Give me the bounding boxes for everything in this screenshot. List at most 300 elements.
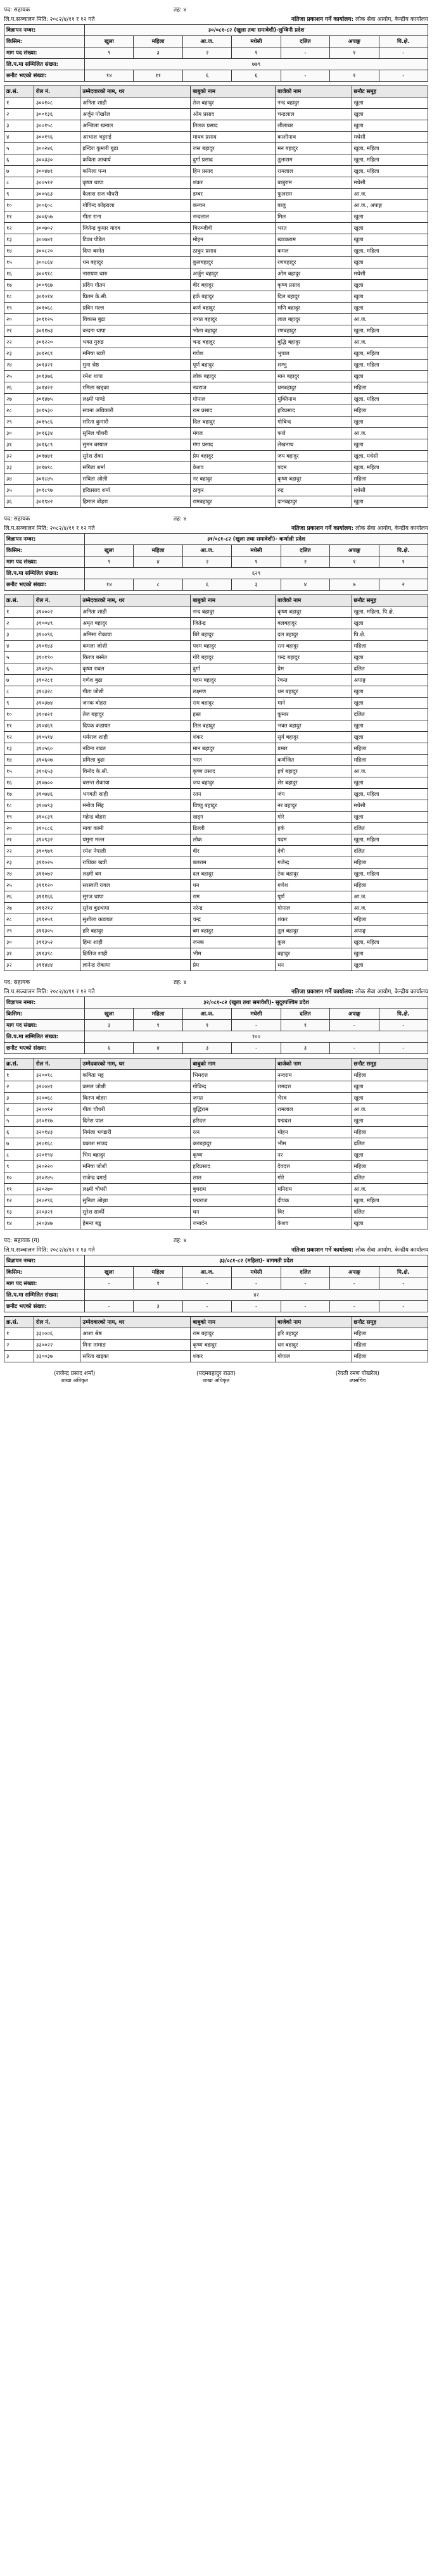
participant-label: लि.प.मा सम्मिलित संख्या: xyxy=(4,1290,85,1301)
table-cell: मुना श्रेष्ठ xyxy=(80,360,191,371)
table-cell: पद्मदत्त xyxy=(276,1115,352,1127)
table-cell: ७ xyxy=(4,675,34,686)
table-cell: महिला xyxy=(352,857,428,869)
table-cell: महेन्द्र बोहरा xyxy=(80,812,191,823)
category-cell: आ.ज. xyxy=(182,545,231,556)
table-cell: आ.ज. xyxy=(352,337,428,348)
table-cell: खुला xyxy=(352,1081,428,1093)
table-row xyxy=(4,268,428,280)
table-cell: १७ xyxy=(4,789,34,800)
table-cell: १ xyxy=(4,606,34,618)
table-cell: ११ xyxy=(4,720,34,732)
table-cell: रामलाल xyxy=(276,1104,352,1115)
table-cell: ३१०५६० xyxy=(34,743,80,755)
table-cell: बन्दना थापा xyxy=(80,325,191,337)
demand-row xyxy=(4,1020,428,1031)
table-cell: ६ xyxy=(4,663,34,675)
table-cell: डिल्ली xyxy=(191,823,276,834)
signatory-role: उपसचिव xyxy=(349,1378,366,1383)
table-cell: भिमदत्त xyxy=(191,1070,276,1081)
table-row xyxy=(4,629,428,641)
category-cell: पि.क्षे. xyxy=(379,545,428,556)
table-cell: गंगा प्रसाद xyxy=(191,439,276,451)
table-cell: ३०१३७६ xyxy=(34,371,80,382)
table-header-row xyxy=(4,595,428,606)
table-cell: ३२०११७ xyxy=(34,1115,80,1127)
table-cell: कृष्ण बहादुर xyxy=(276,606,352,618)
table-cell: खुला xyxy=(352,948,428,960)
table-cell: किरण बस्नेत xyxy=(80,652,191,663)
table-cell: ३००५६३ xyxy=(34,189,80,200)
table-cell: इन्दिरा कुमारी बुढा xyxy=(80,143,191,154)
table-cell: जगत बहादुर xyxy=(191,314,276,325)
table-cell: खुला xyxy=(352,1093,428,1104)
category-label: किसिम: xyxy=(4,1267,85,1278)
table-cell: नर बहादुर xyxy=(276,800,352,812)
table-cell: रमिला खड्का xyxy=(80,382,191,394)
demand-cell: १ xyxy=(330,47,379,59)
demand-label: माग पद संख्या: xyxy=(4,1278,85,1290)
table-cell: हर्ष बहादुर xyxy=(276,766,352,777)
table-row xyxy=(4,1093,428,1104)
table-cell: गीता राना xyxy=(80,211,191,223)
table-row xyxy=(4,709,428,720)
table-cell: अपाङ्ग xyxy=(352,675,428,686)
table-cell: ३२०२७० xyxy=(34,1184,80,1195)
selected-cell: ४ xyxy=(281,579,329,591)
table-row xyxy=(4,223,428,234)
table-cell: सुनिता ओझा xyxy=(80,1195,191,1207)
table-cell: केशव xyxy=(191,462,276,474)
post-label: पद: सहायक (ग) xyxy=(4,1238,40,1244)
table-cell: मधेसी xyxy=(352,177,428,189)
level-label: तह: ४ xyxy=(174,979,187,986)
table-cell: दलित xyxy=(352,1138,428,1150)
table-cell: खुला, महिला xyxy=(352,462,428,474)
table-cell: ३२०२९६ xyxy=(34,1195,80,1207)
table-cell: नन्दराम xyxy=(276,1070,352,1081)
post-label: पद: सहायक xyxy=(4,7,30,13)
table-cell: प्रकाश साउद xyxy=(80,1138,191,1150)
table-cell: २१ xyxy=(4,325,34,337)
table-cell: मुक्तिनाथ xyxy=(276,394,352,405)
demand-cell: १ xyxy=(134,1278,182,1290)
selected-cell: ११ xyxy=(134,70,182,82)
table-cell: ११ xyxy=(4,211,34,223)
table-cell: खुला xyxy=(352,417,428,428)
category-cell: महिला xyxy=(134,36,182,47)
table-cell: दीपक xyxy=(276,1195,352,1207)
table-row xyxy=(4,211,428,223)
table-cell: ३२ xyxy=(4,960,34,971)
table-cell: २ xyxy=(4,109,34,120)
exam-date: लि.प.सञ्चालन मिति: २०८२/४/११ र १२ गते xyxy=(4,989,95,995)
table-cell: जितेन्द्र xyxy=(191,618,276,629)
table-cell: भैरव xyxy=(276,1093,352,1104)
vacancy-info-table xyxy=(4,1255,428,1312)
table-row xyxy=(4,189,428,200)
table-cell: १० xyxy=(4,709,34,720)
table-row xyxy=(4,789,428,800)
table-cell: मनिराम xyxy=(276,1184,352,1195)
advert-value: ३०/०८१-८२ (खुला तथा समावेशी)-लुम्बिनी प्रदेश xyxy=(85,25,428,36)
table-cell: ३११३०५ xyxy=(34,926,80,937)
table-cell: लोक बहादुर xyxy=(191,371,276,382)
table-cell: ३००७४१ xyxy=(34,234,80,246)
table-cell: महिला xyxy=(352,755,428,766)
category-cell: खुला xyxy=(85,1267,134,1278)
post-header xyxy=(4,514,428,522)
table-cell: ३१०६५३ xyxy=(34,766,80,777)
publishing-office xyxy=(174,1245,428,1253)
table-cell: काशीनाथ xyxy=(276,132,352,143)
table-cell: ३१०७९३ xyxy=(34,800,80,812)
table-row xyxy=(4,496,428,508)
table-cell: आ.ज. xyxy=(352,766,428,777)
participant-row xyxy=(4,1031,428,1043)
table-cell: बसन्त रोकाया xyxy=(80,777,191,789)
table-cell: ९ xyxy=(4,1161,34,1172)
table-cell: मनिषा जोशी xyxy=(80,1161,191,1172)
column-header: रोल नं. xyxy=(34,595,80,606)
table-row xyxy=(4,1351,428,1362)
table-cell: खुला xyxy=(352,120,428,132)
table-cell: २९ xyxy=(4,417,34,428)
table-cell: ९ xyxy=(4,698,34,709)
table-cell: ३२०२४५ xyxy=(34,1172,80,1184)
table-cell: २४ xyxy=(4,869,34,880)
table-cell: जनक बोहरा xyxy=(80,698,191,709)
table-cell: आ.ज., अपाङ्ग xyxy=(352,200,428,211)
table-cell: डम्बर xyxy=(276,743,352,755)
table-row xyxy=(4,394,428,405)
table-cell: दानबहादुर xyxy=(276,496,352,508)
table-cell: ३३ xyxy=(4,462,34,474)
table-cell: पदम xyxy=(276,462,352,474)
table-cell: आ.ज. xyxy=(352,1184,428,1195)
table-cell: कर्णजित xyxy=(276,755,352,766)
result-section xyxy=(4,514,428,971)
table-row xyxy=(4,675,428,686)
column-header: बाजेको नाम xyxy=(276,1317,352,1328)
table-cell: कृष्ण रावल xyxy=(80,663,191,675)
column-header: छनौट समूह xyxy=(352,86,428,97)
table-cell: खुला xyxy=(352,960,428,971)
signatory-role: शाखा अधिकृत xyxy=(61,1378,88,1383)
category-cell: महिला xyxy=(134,545,182,556)
table-cell: खुला, मधेसी xyxy=(352,451,428,462)
table-cell: गोपाल xyxy=(276,903,352,914)
table-cell: खुला xyxy=(352,496,428,508)
table-cell: राजेन्द्र दमाई xyxy=(80,1172,191,1184)
table-cell: ३५ xyxy=(4,485,34,496)
table-cell: ३०१४२२ xyxy=(34,382,80,394)
table-cell: कमल xyxy=(276,246,352,257)
table-cell: नन्द बहादुर xyxy=(191,606,276,618)
table-cell: खुला, महिला xyxy=(352,360,428,371)
table-cell: २ xyxy=(4,618,34,629)
demand-cell: - xyxy=(232,1278,281,1290)
table-cell: खुला xyxy=(352,686,428,698)
advert-label: विज्ञापन नम्बर: xyxy=(4,25,85,36)
table-cell: ३१०२८१ xyxy=(34,675,80,686)
table-cell: ३००४७१ xyxy=(34,166,80,177)
table-row xyxy=(4,937,428,948)
table-cell: दिपा बस्नेत xyxy=(80,246,191,257)
table-cell: ठाकुर प्रसाद xyxy=(191,246,276,257)
table-cell: दुर्गा प्रसाद xyxy=(191,154,276,166)
table-cell: ३ xyxy=(4,120,34,132)
category-cell: खुला xyxy=(85,1008,134,1020)
table-cell: ३० xyxy=(4,428,34,439)
table-cell: मिना तामाङ xyxy=(80,1340,191,1351)
table-cell: मिल xyxy=(276,211,352,223)
selected-cell: ३ xyxy=(182,1043,231,1054)
selected-cell: ४ xyxy=(134,1043,182,1054)
table-cell: मणि बहादुर xyxy=(276,303,352,314)
selected-cell: १४ xyxy=(85,579,134,591)
selected-cell: ८ xyxy=(134,579,182,591)
table-cell: ३०१५३० xyxy=(34,405,80,417)
table-cell: ३०१६८९ xyxy=(34,439,80,451)
table-cell: रणबहादुर xyxy=(276,325,352,337)
table-row xyxy=(4,960,428,971)
table-row xyxy=(4,200,428,211)
demand-cell: - xyxy=(182,1278,231,1290)
table-row xyxy=(4,948,428,960)
table-cell: यमुना मल्ल xyxy=(80,834,191,846)
category-cell: मधेसी xyxy=(232,1008,281,1020)
category-label: किसिम: xyxy=(4,545,85,556)
selected-cell: - xyxy=(379,1043,428,1054)
publishing-office xyxy=(174,987,428,995)
table-cell: गजेन्द्र xyxy=(276,857,352,869)
post-header xyxy=(4,977,428,986)
table-cell: रतन xyxy=(191,789,276,800)
table-cell: विनोद के.सी. xyxy=(80,766,191,777)
demand-cell: ९ xyxy=(85,47,134,59)
table-row xyxy=(4,1150,428,1161)
table-cell: नर xyxy=(276,1150,352,1161)
table-row xyxy=(4,120,428,132)
table-cell: ३१००४९ xyxy=(34,618,80,629)
category-cell: मधेसी xyxy=(232,545,281,556)
table-cell: ३०११७३ xyxy=(34,325,80,337)
table-row xyxy=(4,234,428,246)
table-cell: अन्जिला खनाल xyxy=(80,120,191,132)
table-cell: ३०१२६९ xyxy=(34,348,80,360)
table-cell: ५ xyxy=(4,143,34,154)
category-cell: मधेसी xyxy=(232,36,281,47)
demand-cell: ४ xyxy=(134,556,182,568)
table-cell: लक्ष्मी पाण्डे xyxy=(80,394,191,405)
advert-row xyxy=(4,1255,428,1267)
table-cell: २० xyxy=(4,823,34,834)
table-cell: बलबहादुर xyxy=(276,618,352,629)
table-cell: प्रेम बहादुर xyxy=(191,451,276,462)
table-cell: ३२००६८ xyxy=(34,1093,80,1104)
table-cell: ३१०१९० xyxy=(34,652,80,663)
category-cell: अपाङ्ग xyxy=(330,545,379,556)
table-row xyxy=(4,720,428,732)
table-cell: कृष्ण बहादुर xyxy=(191,1340,276,1351)
table-cell: २१ xyxy=(4,834,34,846)
selected-cell: - xyxy=(232,1043,281,1054)
table-row xyxy=(4,314,428,325)
table-cell: ३२ xyxy=(4,451,34,462)
selected-cell: ६ xyxy=(85,1043,134,1054)
demand-cell: १ xyxy=(232,47,281,59)
table-cell: शंकर xyxy=(191,1351,276,1362)
table-cell: गणेश xyxy=(276,880,352,891)
table-cell: खुला, महिला, पि.क्षे. xyxy=(352,606,428,618)
table-cell: ३००५१२ xyxy=(34,177,80,189)
table-cell: ३०१२२० xyxy=(34,337,80,348)
column-header: क्र.सं. xyxy=(4,86,34,97)
table-cell: माया कामी xyxy=(80,823,191,834)
table-cell: पदम बहादुर xyxy=(191,675,276,686)
table-cell: ३११३९८ xyxy=(34,948,80,960)
advert-value: ३३/०८१-८२ (महिला)- बागमती प्रदेश xyxy=(85,1255,428,1267)
table-row xyxy=(4,1328,428,1340)
table-cell: ३२०१९४ xyxy=(34,1150,80,1161)
table-cell: कविता आचार्य xyxy=(80,154,191,166)
category-cell: आ.ज. xyxy=(182,36,231,47)
demand-cell: - xyxy=(281,1278,329,1290)
table-cell: सुरज थापा xyxy=(80,891,191,903)
table-cell: खुला xyxy=(352,439,428,451)
table-cell: खुला, महिला xyxy=(352,869,428,880)
table-row xyxy=(4,743,428,755)
table-cell: सुमन बस्याल xyxy=(80,439,191,451)
table-cell: खुला xyxy=(352,280,428,291)
table-row xyxy=(4,257,428,268)
table-cell: राम प्रसाद xyxy=(191,405,276,417)
table-cell: महिला xyxy=(352,405,428,417)
office-value: लोक सेवा आयोग, केन्द्रीय कार्यालय xyxy=(355,1247,428,1253)
post-label: पद: सहायक xyxy=(4,516,30,522)
advert-label: विज्ञापन नम्बर: xyxy=(4,534,85,545)
table-row xyxy=(4,1207,428,1218)
office-label: नतिजा प्रकाशन गर्ने कार्यालय: xyxy=(291,16,354,23)
table-cell: जितेन्द्र कुमार यादव xyxy=(80,223,191,234)
table-cell: ३१०४६९ xyxy=(34,720,80,732)
column-header: रोल नं. xyxy=(34,1317,80,1328)
table-cell: खुला xyxy=(352,652,428,663)
table-row xyxy=(4,1127,428,1138)
table-row xyxy=(4,732,428,743)
table-cell: ८ xyxy=(4,177,34,189)
table-cell: २० xyxy=(4,314,34,325)
table-cell: खुला xyxy=(352,1218,428,1229)
table-cell: मंगल xyxy=(191,428,276,439)
table-cell: हिमा शाही xyxy=(80,937,191,948)
table-cell: कृष्ण प्रसाद xyxy=(276,280,352,291)
table-cell: १ xyxy=(4,1328,34,1340)
table-cell: ३००६५७ xyxy=(34,211,80,223)
table-cell: महिला xyxy=(352,1328,428,1340)
table-cell: सुरेश सार्की xyxy=(80,1207,191,1218)
table-cell: पूर्ण xyxy=(276,891,352,903)
table-cell: माने xyxy=(276,698,352,709)
table-cell: ३१०००२ xyxy=(34,606,80,618)
table-cell: कैलाश राज चौधरी xyxy=(80,189,191,200)
table-cell: किरण बोहरा xyxy=(80,1093,191,1104)
table-row xyxy=(4,462,428,474)
table-cell: रामदत्त xyxy=(276,1081,352,1093)
column-header: बाजेको नाम xyxy=(276,86,352,97)
table-row xyxy=(4,846,428,857)
table-cell: २५ xyxy=(4,371,34,382)
vacancy-info-table xyxy=(4,996,428,1054)
advert-value: ३१/०८१-८२ (खुला तथा समावेशी)- कर्णाली प्रदेश xyxy=(85,534,428,545)
demand-cell: - xyxy=(281,47,329,59)
table-cell: ३००६०८ xyxy=(34,200,80,211)
exam-header xyxy=(4,15,428,23)
category-cell: आ.ज. xyxy=(182,1267,231,1278)
table-cell: ३२०१६८ xyxy=(34,1138,80,1150)
table-cell: ३१०८८६ xyxy=(34,823,80,834)
column-header: रोल नं. xyxy=(34,1059,80,1070)
table-cell: खुला, महिला xyxy=(352,394,428,405)
table-cell: भक्त गुरुङ xyxy=(80,337,191,348)
signatory-name: (पदमबहादुर राउत) xyxy=(196,1371,236,1377)
table-cell: १ xyxy=(4,97,34,109)
table-row xyxy=(4,485,428,496)
participant-label: लि.प.मा सम्मिलित संख्या: xyxy=(4,568,85,579)
table-cell: आ.ज. xyxy=(352,428,428,439)
table-cell: हरिप्रसाद शर्मा xyxy=(80,485,191,496)
table-cell: १२ xyxy=(4,223,34,234)
table-cell: ३०१८९७ xyxy=(34,485,80,496)
table-cell: १८ xyxy=(4,291,34,303)
table-cell: धनबहादुर xyxy=(276,382,352,394)
participant-row xyxy=(4,1290,428,1301)
signature-block xyxy=(4,1369,428,1384)
table-cell: ८ xyxy=(4,1150,34,1161)
table-cell: ७ xyxy=(4,1138,34,1150)
table-cell: धन xyxy=(191,880,276,891)
table-cell: सपना अधिकारी xyxy=(80,405,191,417)
table-cell: कुल xyxy=(276,937,352,948)
table-cell: हरि बहादुर xyxy=(80,926,191,937)
demand-cell: ३ xyxy=(134,47,182,59)
category-cell: पि.क्षे. xyxy=(379,1008,428,1020)
table-cell: अपाङ्ग xyxy=(352,926,428,937)
table-row xyxy=(4,1195,428,1207)
table-cell: राम बहादुर xyxy=(191,698,276,709)
table-cell: ३२०३४७ xyxy=(34,1218,80,1229)
column-header: बाबुको नाम xyxy=(191,595,276,606)
signature xyxy=(287,1369,428,1384)
category-cell: महिला xyxy=(134,1008,182,1020)
office-label: नतिजा प्रकाशन गर्ने कार्यालय: xyxy=(291,1247,354,1253)
table-cell: आ.ज. xyxy=(352,891,428,903)
demand-row xyxy=(4,1278,428,1290)
table-cell: ३११२१२ xyxy=(34,903,80,914)
signatory-role: शाखा अधिकृत xyxy=(202,1378,230,1383)
table-cell: सुरेश बुढथापा xyxy=(80,903,191,914)
table-cell: तिलक प्रसाद xyxy=(191,120,276,132)
table-cell: ३२०२२० xyxy=(34,1161,80,1172)
category-cell: अपाङ्ग xyxy=(330,36,379,47)
table-cell: ३०१६३४ xyxy=(34,428,80,439)
table-cell: खुला xyxy=(352,618,428,629)
table-cell: चन्द्रलाल xyxy=(276,109,352,120)
table-cell: विकास बुढा xyxy=(80,314,191,325)
result-section xyxy=(4,977,428,1229)
table-cell: शंकर xyxy=(276,914,352,926)
